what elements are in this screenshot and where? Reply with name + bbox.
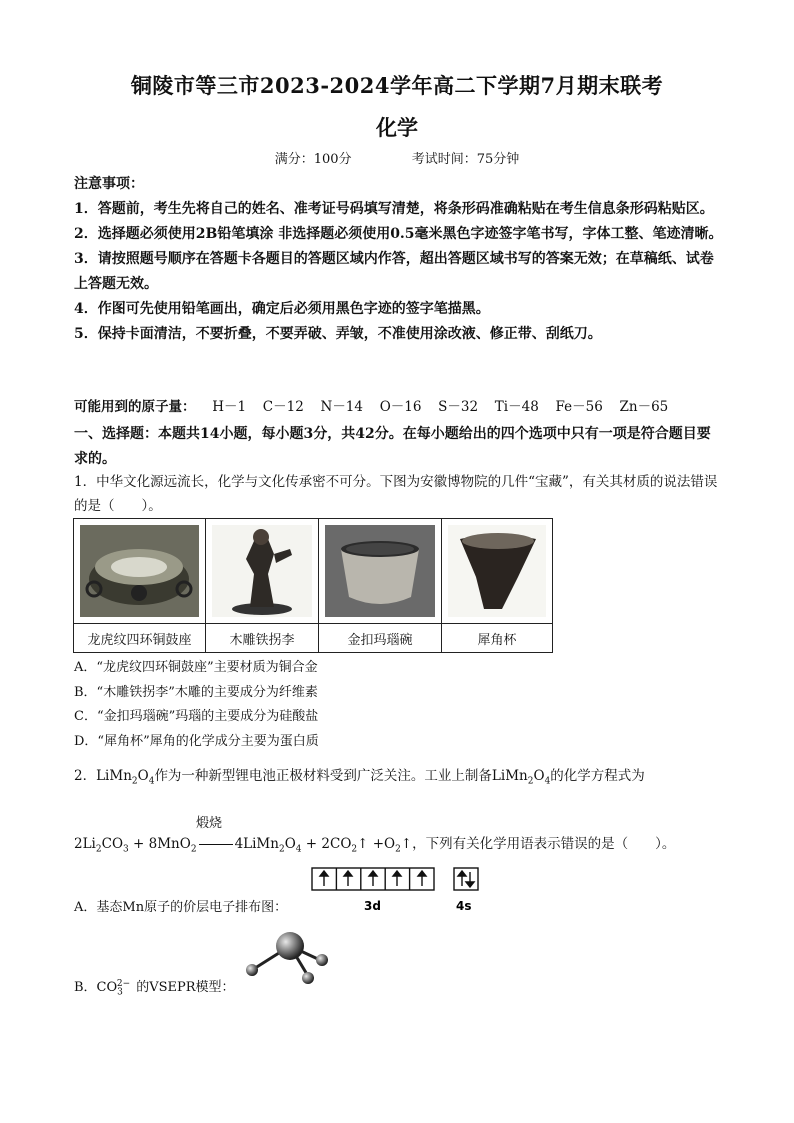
agate-bowl-picture	[319, 519, 441, 623]
q2-stem-part: 2．LiMn	[74, 768, 132, 784]
atomic-mass-item: S－32	[438, 399, 479, 415]
relic-image-wood-carving	[206, 519, 319, 624]
option-b: B．“木雕铁拐李”木雕的主要成分为纤维素	[74, 684, 318, 700]
orbital-diagram	[310, 866, 490, 916]
notes-heading: 注意事项：	[74, 176, 144, 192]
q2-option-b: B．$CO_3^{2-}$ 的VSEPR模型：	[74, 978, 235, 998]
q2-option-a: A．基态Mn原子的价层电子排布图：	[74, 900, 288, 915]
question-2-stem: 2．$LiMn_2O_4$作为一种新型锂电池正极材料受到广泛关注。工业上制备$LiMn_2O_4$的化学方程式为	[74, 768, 645, 787]
atomic-mass-item: Fe－56	[555, 399, 603, 415]
vsepr-model	[240, 926, 340, 992]
note-item: 2．选择题必须使用2B铅笔填涂 非选择题必须使用0.5毫米黑色字迹签字笔书写，字体工整、笔迹清晰。	[74, 226, 723, 242]
relic-caption: 龙虎纹四环铜鼓座	[74, 624, 206, 653]
question-1-stem: 1．中华文化源远流长，化学与文化传承密不可分。下图为安徽博物院的几件“宝藏”，有关其材质的说法错误的是（ ）。	[74, 474, 718, 514]
option-c: C．“金扣玛瑙碗”玛瑙的主要成分为硅酸盐	[74, 709, 319, 724]
atomic-mass-item: O－16	[379, 399, 422, 415]
relics-table	[73, 518, 553, 653]
up-arrows	[320, 871, 474, 887]
note-item: 5．保持卡面清洁，不要折叠，不要弄破、弄皱，不准使用涂改液、修正带、刮纸刀。	[74, 326, 602, 342]
rhino-horn-cup-picture	[442, 519, 552, 623]
question-1-options	[74, 656, 319, 754]
note-item: 3．请按照题号顺序在答题卡各题目的答题区域内作答，超出答题区域书写的答案无效；在草稿纸、试卷上答题无效。	[74, 251, 714, 292]
option-a: A．“龙虎纹四环铜鼓座”主要材质为铜合金	[74, 660, 318, 675]
orbital-4s-label: 4s	[456, 899, 472, 913]
wood-carving-picture	[206, 519, 318, 623]
atomic-mass-item: H－1	[212, 399, 247, 415]
atomic-masses-label: 可能用到的原子量：	[74, 399, 196, 415]
note-item: 4．作图可先使用铅笔画出，确定后必须用黑色字迹的签字笔描黑。	[74, 301, 490, 317]
atomic-masses	[74, 396, 724, 418]
full-score: 满分：100分	[274, 152, 352, 167]
relic-image-agate-bowl	[319, 519, 442, 624]
q2-stem-part: 作为一种新型锂电池正极材料受到广泛关注。工业上制备LiMn	[154, 768, 528, 784]
exam-time: 考试时间：75分钟	[411, 152, 520, 167]
optb-prefix: B．CO	[74, 980, 118, 995]
orbital-3d-label: 3d	[364, 899, 381, 913]
atomic-mass-item: Zn－65	[619, 399, 669, 415]
bronze-drum-base-picture	[74, 519, 205, 623]
exam-title: 铜陵市等三市2023-2024学年高二下学期7月期末联考	[130, 73, 664, 98]
exam-subject: 化学	[376, 115, 418, 140]
optb-suffix: 的VSEPR模型：	[136, 980, 235, 995]
atomic-mass-item: Ti－48	[494, 399, 539, 415]
notes-section	[74, 172, 724, 347]
relic-caption: 犀角杯	[442, 624, 553, 653]
relic-caption: 金扣玛瑙碗	[319, 624, 442, 653]
atomic-mass-item: C－12	[262, 399, 304, 415]
exam-meta	[0, 148, 794, 167]
atomic-mass-item: N－14	[320, 399, 363, 415]
q2-stem-part: 的化学方程式为	[550, 768, 645, 784]
equation-line: $2Li_2CO_3 + 8MnO_2$ $4LiMn_2O_4$ + $2CO_2↑$ $+O_2↑$，下列有关化学用语表示错误的是（ ）。	[74, 836, 676, 855]
equation-tail: ，下列有关化学用语表示错误的是（ ）。	[412, 836, 676, 852]
q2-stem-part: O	[533, 768, 545, 784]
q2-stem-part: O	[137, 768, 149, 784]
reaction-condition: 煅烧	[196, 816, 223, 831]
relic-image-bronze-drum-base	[74, 519, 206, 624]
relic-image-rhino-horn-cup	[442, 519, 553, 624]
option-d: D．“犀角杯”犀角的化学成分主要为蛋白质	[74, 733, 319, 749]
reaction-arrow	[199, 844, 233, 845]
section-heading: 一、选择题：本题共14小题，每小题3分，共42分。在每小题给出的四个选项中只有一项是符合题目要求的。	[74, 426, 711, 467]
relic-caption: 木雕铁拐李	[206, 624, 319, 653]
note-item: 1．答题前，考生先将自己的姓名、准考证号码填写清楚，将条形码准确粘贴在考生信息条形码粘贴区。	[74, 201, 714, 217]
